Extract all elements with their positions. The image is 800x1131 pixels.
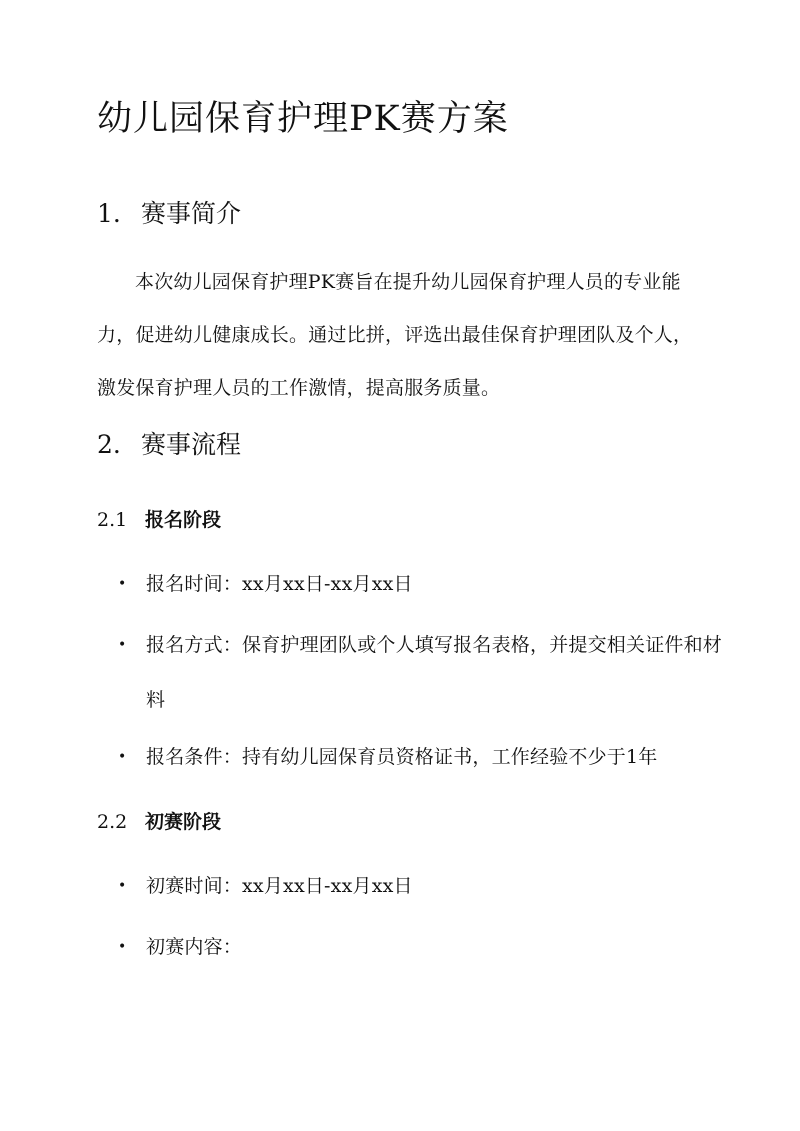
bullet-dot-icon: • — [118, 939, 127, 955]
list-item — [118, 618, 726, 728]
document-title: 幼儿园保育护理PK赛方案 — [97, 99, 509, 139]
subsection-number: 2.2 — [97, 811, 128, 833]
list-item-text: 报名时间：xx月xx日-xx月xx日 — [146, 573, 413, 595]
list-item-text: 初赛内容： — [146, 936, 243, 958]
bullet-dot-icon: • — [118, 749, 127, 765]
section-heading-process — [97, 428, 241, 462]
section-number: 1. — [97, 199, 121, 228]
list-item — [118, 859, 726, 914]
subsection-heading-preliminary — [97, 808, 221, 836]
bullet-dot-icon: • — [118, 576, 127, 592]
list-item — [118, 920, 726, 975]
list-item-text: 报名方式：保育护理团队或个人填写报名表格，并提交相关证件和材料 — [146, 634, 723, 711]
bullet-dot-icon: • — [118, 637, 127, 653]
section-title: 赛事流程 — [141, 430, 242, 459]
subsection-title: 报名阶段 — [145, 509, 222, 531]
subsection-heading-registration — [97, 506, 221, 534]
list-item-text: 初赛时间：xx月xx日-xx月xx日 — [146, 875, 413, 897]
intro-paragraph: 本次幼儿园保育护理PK赛旨在提升幼儿园保育护理人员的专业能力，促进幼儿健康成长。通过比拼，评选出最佳保育护理团队及个人，激发保育护理人员的工作激情，提高服务质量。 — [97, 271, 693, 399]
section-number: 2. — [97, 430, 121, 459]
list-item — [118, 557, 726, 612]
bullet-dot-icon: • — [118, 878, 127, 894]
subsection-number: 2.1 — [97, 509, 128, 531]
list-item — [118, 730, 726, 785]
section-title: 赛事简介 — [141, 199, 242, 228]
subsection-title: 初赛阶段 — [145, 811, 222, 833]
section-heading-intro — [97, 197, 241, 231]
list-item-text: 报名条件：持有幼儿园保育员资格证书，工作经验不少于1年 — [146, 746, 658, 768]
